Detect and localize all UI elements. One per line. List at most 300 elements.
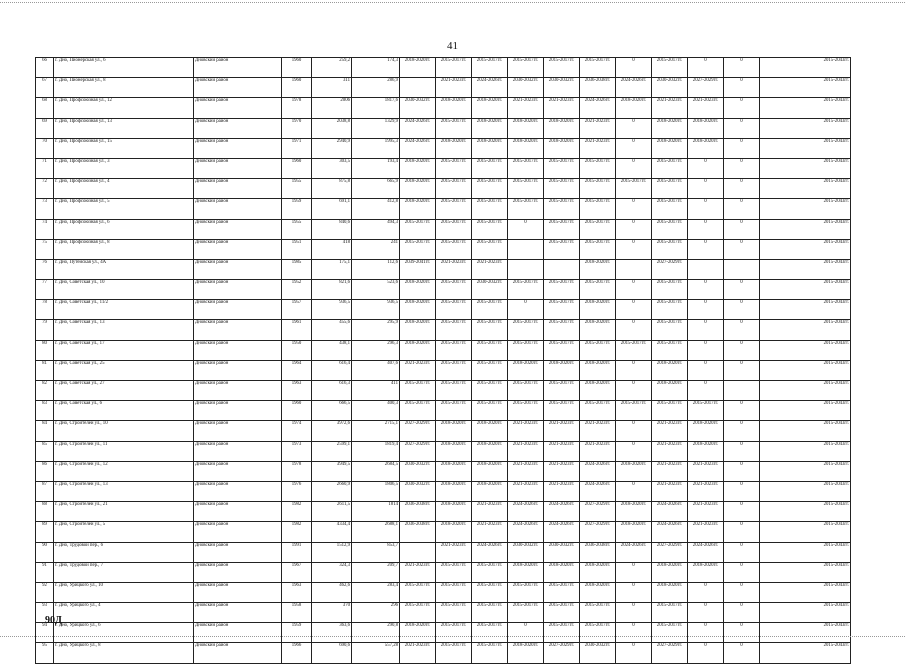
work-period-4: 2018-2020гг. [508, 118, 544, 138]
total-area: 690,6 [312, 643, 352, 663]
table-row [36, 381, 851, 401]
building-address: г. Дно, Профсоюзная ул., 6 [54, 219, 194, 239]
work-period-2: 2018-2020гг. [436, 481, 472, 501]
work-period-6: 2018-2020гг. [580, 259, 616, 279]
work-period-4: 2015-2017гг. [508, 381, 544, 401]
building-address: г. Дно, Профсоюзная ул., 8 [54, 239, 194, 259]
work-period-5: 2024-2026гг. [544, 522, 580, 542]
district: Дновский район [194, 562, 282, 582]
work-period-10: 0 [724, 158, 760, 178]
work-period-6: 2015-2017гг. [580, 158, 616, 178]
work-period-4: 2015-2017гг. [508, 401, 544, 421]
work-period-7: 0 [616, 582, 652, 602]
work-period-7: 0 [616, 360, 652, 380]
table-row [36, 280, 851, 300]
work-period-7: 0 [616, 58, 652, 78]
year-built: 1985 [282, 259, 312, 279]
district: Дновский район [194, 280, 282, 300]
total-area: 616,4 [312, 360, 352, 380]
building-address: г. Дно, Строителей ул., 11 [54, 441, 194, 461]
living-area: 290,8 [352, 623, 400, 643]
work-period-1: 2021-2023гг. [400, 360, 436, 380]
work-period-7: 2018-2020гг. [616, 461, 652, 481]
work-period-3: 2015-2017гг. [472, 320, 508, 340]
work-period-8: 2018-2020гг. [652, 562, 688, 582]
year-built: 1958 [282, 603, 312, 623]
work-period-5: 2021-2023гг. [544, 481, 580, 501]
work-period-3: 2018-2020гг. [472, 421, 508, 441]
work-period-2: 2015-2017гг. [436, 219, 472, 239]
work-period-8: 2015-2017гг. [652, 340, 688, 360]
building-address: г. Дно, Профсоюзная ул., 3 [54, 158, 194, 178]
work-period-6: 2018-2020гг. [580, 381, 616, 401]
program-period: 2015-2043гг. [760, 360, 851, 380]
work-period-4: 2021-2023гг. [508, 461, 544, 481]
program-period: 2015-2043гг. [760, 421, 851, 441]
work-period-3: 2015-2017гг. [472, 239, 508, 259]
work-period-5: 2018-2020гг. [544, 360, 580, 380]
program-period: 2015-2043гг. [760, 118, 851, 138]
work-period-8: 2018-2020гг. [652, 582, 688, 602]
living-area: 400,3 [352, 401, 400, 421]
work-period-1: 2024-2026гг. [400, 138, 436, 158]
work-period-6: 2024-2026гг. [580, 481, 616, 501]
work-period-4: 2015-2017гг. [508, 280, 544, 300]
total-area: 2038,8 [312, 118, 352, 138]
work-period-8: 2027-2029гг. [652, 643, 688, 663]
work-period-3: 2021-2023гг. [472, 522, 508, 542]
district: Дновский район [194, 239, 282, 259]
work-period-4: 2018-2020гг. [508, 138, 544, 158]
work-period-1: 2030-2032гг. [400, 98, 436, 118]
district: Дновский район [194, 118, 282, 138]
work-period-5: 2015-2017гг. [544, 239, 580, 259]
table-row [36, 360, 851, 380]
total-area: 666,5 [312, 401, 352, 421]
program-period: 2015-2043гг. [760, 219, 851, 239]
district: Дновский район [194, 542, 282, 562]
living-area: 193,4 [352, 158, 400, 178]
work-period-6: 2015-2017гг. [580, 603, 616, 623]
total-area: 175,1 [312, 259, 352, 279]
year-built: 1982 [282, 502, 312, 522]
work-period-7: 0 [616, 562, 652, 582]
work-period-10: 0 [724, 421, 760, 441]
work-period-4: 2015-2017гг. [508, 199, 544, 219]
year-built: 1974 [282, 421, 312, 441]
work-period-9: 2021-2023гг. [688, 522, 724, 542]
year-built: 1959 [282, 199, 312, 219]
work-period-5: 2021-2023гг. [544, 441, 580, 461]
work-period-4: 2015-2017гг. [508, 158, 544, 178]
living-area: 853,7 [352, 542, 400, 562]
work-period-1: 2021-2023гг. [400, 643, 436, 663]
table-row [36, 300, 851, 320]
work-period-8: 2015-2017гг. [652, 58, 688, 78]
row-number: 87 [36, 481, 54, 501]
work-period-9: 0 [688, 58, 724, 78]
row-number: 68 [36, 98, 54, 118]
total-area: 3949,5 [312, 461, 352, 481]
work-period-8: 2018-2020гг. [652, 381, 688, 401]
district: Дновский район [194, 320, 282, 340]
work-period-8: 2018-2020гг. [652, 118, 688, 138]
work-period-9: 0 [688, 280, 724, 300]
work-period-10: 0 [724, 542, 760, 562]
table-row [36, 118, 851, 138]
row-number: 77 [36, 280, 54, 300]
total-area: 462,6 [312, 582, 352, 602]
district: Дновский район [194, 58, 282, 78]
building-address: г. Дно, Советская ул., 11/2 [54, 300, 194, 320]
work-period-1: 2018-2020гг. [400, 58, 436, 78]
table-row [36, 603, 851, 623]
work-period-3: 2018-2020гг. [472, 441, 508, 461]
total-area: 3972,6 [312, 421, 352, 441]
work-period-1: 2018-2020гг. [400, 199, 436, 219]
work-period-4: 2021-2023гг. [508, 421, 544, 441]
work-period-9: 2024-2026гг. [688, 542, 724, 562]
work-period-2: 2018-2020гг. [436, 502, 472, 522]
total-area: 2006 [312, 98, 352, 118]
work-period-4 [508, 239, 544, 259]
work-period-8: 2015-2017гг. [652, 401, 688, 421]
work-period-4: 2015-2017гг. [508, 340, 544, 360]
work-period-5: 2030-2032гг. [544, 542, 580, 562]
work-period-6: 2015-2017гг. [580, 623, 616, 643]
living-area: 174,3 [352, 58, 400, 78]
row-number: 79 [36, 320, 54, 340]
work-period-5: 2018-2020гг. [544, 138, 580, 158]
work-period-6: 2015-2017гг. [580, 58, 616, 78]
work-period-6: 2036-2038гг. [580, 542, 616, 562]
work-period-2: 2015-2017гг. [436, 381, 472, 401]
work-period-9: 0 [688, 340, 724, 360]
year-built: 1960 [282, 401, 312, 421]
building-address: г. Дно, Урицкого ул., 6 [54, 623, 194, 643]
work-period-7: 0 [616, 421, 652, 441]
year-built: 1960 [282, 78, 312, 98]
work-period-2: 2015-2017гг. [436, 158, 472, 178]
year-built: 1964 [282, 360, 312, 380]
program-period: 2015-2043гг. [760, 542, 851, 562]
year-built: 1960 [282, 58, 312, 78]
building-address: г. Дно, Профсоюзная ул., 4 [54, 179, 194, 199]
work-period-9: 2021-2023гг. [688, 98, 724, 118]
work-period-9: 0 [688, 582, 724, 602]
work-period-8: 2024-2026гг. [652, 522, 688, 542]
work-period-10: 0 [724, 219, 760, 239]
district: Дновский район [194, 199, 282, 219]
work-period-9: 0 [688, 360, 724, 380]
year-built: 1982 [282, 522, 312, 542]
living-area: 112,6 [352, 259, 400, 279]
work-period-5: 2015-2017гг. [544, 320, 580, 340]
total-area: 2940,9 [312, 138, 352, 158]
program-period: 2015-2043гг. [760, 401, 851, 421]
work-period-1: 2036-2038гг. [400, 502, 436, 522]
living-area: 241 [352, 239, 400, 259]
building-address: г. Дно, Профсоюзная ул., 13 [54, 118, 194, 138]
work-period-10: 0 [724, 58, 760, 78]
row-number: 66 [36, 58, 54, 78]
work-period-5: 2018-2020гг. [544, 118, 580, 138]
work-period-2: 2015-2017гг. [436, 643, 472, 663]
program-period: 2015-2043гг. [760, 340, 851, 360]
table-row [36, 542, 851, 562]
total-area: 821,6 [312, 280, 352, 300]
work-period-2: 2015-2017гг. [436, 623, 472, 643]
work-period-9: 2018-2020гг. [688, 421, 724, 441]
work-period-8: 2030-2032гг. [652, 78, 688, 98]
row-number: 88 [36, 502, 54, 522]
work-period-10: 0 [724, 481, 760, 501]
work-period-1: 2021-2023гг. [400, 562, 436, 582]
year-built: 1966 [282, 643, 312, 663]
work-period-4: 2018-2020гг. [508, 360, 544, 380]
work-period-7 [616, 259, 652, 279]
work-period-8: 2027-2029гг. [652, 542, 688, 562]
building-address: г. Дно, Профсоюзная ул., 12 [54, 98, 194, 118]
year-built: 1959 [282, 623, 312, 643]
district: Дновский район [194, 522, 282, 542]
living-area: 286,9 [352, 78, 400, 98]
work-period-6: 2021-2023гг. [580, 138, 616, 158]
work-period-3: 2021-2023гг. [472, 259, 508, 279]
total-area: 2599,1 [312, 441, 352, 461]
work-period-5: 2021-2023гг. [544, 98, 580, 118]
district: Дновский район [194, 481, 282, 501]
building-address: г. Дно, Советская ул., 25 [54, 360, 194, 380]
work-period-9: 0 [688, 179, 724, 199]
total-area: 691,1 [312, 199, 352, 219]
program-period: 2015-2043гг. [760, 643, 851, 663]
row-number: 71 [36, 158, 54, 178]
work-period-2: 2018-2020гг. [436, 98, 472, 118]
work-period-4: 2021-2023гг. [508, 441, 544, 461]
scan-bottom-edge [0, 636, 905, 637]
work-period-4: 2015-2017гг. [508, 320, 544, 340]
work-period-6: 2036-2038гг. [580, 78, 616, 98]
district: Дновский район [194, 623, 282, 643]
table-row [36, 522, 851, 542]
work-period-3: 2024-2026гг. [472, 542, 508, 562]
work-period-3: 2018-2020гг. [472, 138, 508, 158]
work-period-2: 2021-2023гг. [436, 259, 472, 279]
program-period: 2015-2043гг. [760, 78, 851, 98]
table-row [36, 199, 851, 219]
work-period-8: 2015-2017гг. [652, 179, 688, 199]
work-period-5 [544, 259, 580, 279]
program-period: 2015-2043гг. [760, 522, 851, 542]
work-period-4: 2018-2020гг. [508, 643, 544, 663]
work-period-2: 2015-2017гг. [436, 603, 472, 623]
work-period-9: 0 [688, 199, 724, 219]
work-period-9: 2015-2017гг. [688, 401, 724, 421]
work-period-8: 2027-2029гг. [652, 259, 688, 279]
year-built: 1952 [282, 280, 312, 300]
work-period-9: 2018-2020гг. [688, 562, 724, 582]
work-period-6: 2018-2020гг. [580, 562, 616, 582]
work-period-5: 2015-2017гг. [544, 199, 580, 219]
total-area: 616,3 [312, 381, 352, 401]
work-period-9: 0 [688, 320, 724, 340]
living-area: 407,6 [352, 360, 400, 380]
work-period-6: 2015-2017гг. [580, 280, 616, 300]
district: Дновский район [194, 643, 282, 663]
living-area: 494,3 [352, 219, 400, 239]
work-period-4: 2030-2032гг. [508, 542, 544, 562]
program-period: 2015-2043гг. [760, 320, 851, 340]
work-period-8: 2018-2020гг. [652, 138, 688, 158]
living-area: 412,8 [352, 199, 400, 219]
work-period-10: 0 [724, 239, 760, 259]
living-area: 2688,1 [352, 522, 400, 542]
table-row [36, 643, 851, 663]
work-period-4: 2021-2023гг. [508, 98, 544, 118]
work-period-2: 2015-2017гг. [436, 401, 472, 421]
program-period: 2015-2043гг. [760, 179, 851, 199]
building-address: г. Дно, Советская ул., 13 [54, 320, 194, 340]
row-number: 92 [36, 582, 54, 602]
work-period-10: 0 [724, 78, 760, 98]
living-area: 1329,9 [352, 118, 400, 138]
work-period-10: 0 [724, 401, 760, 421]
district: Дновский район [194, 603, 282, 623]
work-period-4: 2030-2032гг. [508, 78, 544, 98]
district: Дновский район [194, 138, 282, 158]
work-period-4 [508, 259, 544, 279]
work-period-4: 0 [508, 623, 544, 643]
work-period-1: 2027-2029гг. [400, 441, 436, 461]
work-period-10: 0 [724, 199, 760, 219]
program-period: 2015-2043гг. [760, 199, 851, 219]
table-row [36, 502, 851, 522]
district: Дновский район [194, 98, 282, 118]
table-row [36, 421, 851, 441]
work-period-2: 2018-2020гг. [436, 421, 472, 441]
building-address: г. Дно, Трудовой пер., 6 [54, 542, 194, 562]
work-period-2: 2015-2017гг. [436, 582, 472, 602]
work-period-7: 0 [616, 118, 652, 138]
work-period-3: 2018-2020гг. [472, 461, 508, 481]
work-period-10: 0 [724, 98, 760, 118]
work-period-5: 2015-2017гг. [544, 58, 580, 78]
work-period-3: 2015-2017гг. [472, 582, 508, 602]
work-period-5: 2021-2023гг. [544, 421, 580, 441]
work-period-2: 2015-2017гг. [436, 239, 472, 259]
work-period-5: 2015-2017гг. [544, 381, 580, 401]
building-address: г. Дно, Трудовой пер., 7 [54, 562, 194, 582]
work-period-9: 0 [688, 158, 724, 178]
district: Дновский район [194, 340, 282, 360]
program-period: 2015-2043гг. [760, 603, 851, 623]
year-built: 1967 [282, 562, 312, 582]
table-row [36, 562, 851, 582]
work-period-7: 0 [616, 219, 652, 239]
work-period-1: 2018-2020гг. [400, 158, 436, 178]
year-built: 1976 [282, 481, 312, 501]
work-period-3: 2015-2017гг. [472, 58, 508, 78]
work-period-6: 2015-2017гг. [580, 179, 616, 199]
work-period-10: 0 [724, 502, 760, 522]
work-period-10: 0 [724, 643, 760, 663]
work-period-9 [688, 259, 724, 279]
district: Дновский район [194, 381, 282, 401]
living-area: 665,9 [352, 179, 400, 199]
living-area: 283,4 [352, 582, 400, 602]
work-period-2: 2018-2020гг. [436, 522, 472, 542]
total-area: 4334,4 [312, 522, 352, 542]
page-footer-code: 90Д [45, 615, 62, 626]
work-period-6: 2021-2023гг. [580, 441, 616, 461]
year-built: 1961 [282, 320, 312, 340]
work-period-7: 2024-2026гг. [616, 78, 652, 98]
work-period-5: 2021-2023гг. [544, 461, 580, 481]
work-period-7: 0 [616, 158, 652, 178]
work-period-9: 0 [688, 603, 724, 623]
total-area: 2660,9 [312, 481, 352, 501]
total-area: 303,5 [312, 158, 352, 178]
work-period-3: 2015-2017гг. [472, 401, 508, 421]
work-period-4: 2024-2026гг. [508, 502, 544, 522]
district: Дновский район [194, 461, 282, 481]
work-period-4: 2015-2017гг. [508, 582, 544, 602]
work-period-6: 2021-2023гг. [580, 118, 616, 138]
building-address: г. Дно, Урицкого ул., 4 [54, 603, 194, 623]
page-number: 41 [447, 40, 458, 52]
building-address: г. Дно, Пионерская ул., 6 [54, 58, 194, 78]
year-built: 1970 [282, 118, 312, 138]
work-period-2: 2015-2017гг. [436, 360, 472, 380]
work-period-3: 2030-2032гг. [472, 280, 508, 300]
work-period-9: 0 [688, 219, 724, 239]
total-area: 2611,5 [312, 502, 352, 522]
living-area: 2684,5 [352, 461, 400, 481]
work-period-3: 2015-2017гг. [472, 562, 508, 582]
year-built: 1963 [282, 381, 312, 401]
district: Дновский район [194, 179, 282, 199]
work-period-10: 0 [724, 603, 760, 623]
work-period-6: 2024-2026гг. [580, 461, 616, 481]
work-period-4: 0 [508, 219, 544, 239]
row-number: 94 [36, 623, 54, 643]
work-period-3: 2015-2017гг. [472, 179, 508, 199]
work-period-7: 0 [616, 481, 652, 501]
work-period-1: 2015-2017гг. [400, 219, 436, 239]
work-period-2: 2015-2017гг. [436, 280, 472, 300]
program-period: 2015-2043гг. [760, 138, 851, 158]
work-period-2: 2015-2017гг. [436, 562, 472, 582]
work-period-9: 0 [688, 239, 724, 259]
row-number: 74 [36, 219, 54, 239]
work-period-5: 2030-2032гг. [544, 78, 580, 98]
work-period-3: 2024-2026гг. [472, 78, 508, 98]
program-period: 2015-2043гг. [760, 481, 851, 501]
living-area: 296 [352, 603, 400, 623]
building-address: г. Дно, Профсоюзная ул., 5 [54, 199, 194, 219]
work-period-7: 0 [616, 239, 652, 259]
work-period-5: 2015-2017гг. [544, 280, 580, 300]
year-built: 1971 [282, 138, 312, 158]
program-period: 2015-2043гг. [760, 158, 851, 178]
work-period-1: 2015-2017гг. [400, 381, 436, 401]
building-address: г. Дно, Советская ул., 6 [54, 401, 194, 421]
work-period-6: 2030-2032гг. [580, 643, 616, 663]
work-period-3: 2015-2017гг. [472, 340, 508, 360]
district: Дновский район [194, 502, 282, 522]
work-period-1: 2018-2020гг. [400, 320, 436, 340]
